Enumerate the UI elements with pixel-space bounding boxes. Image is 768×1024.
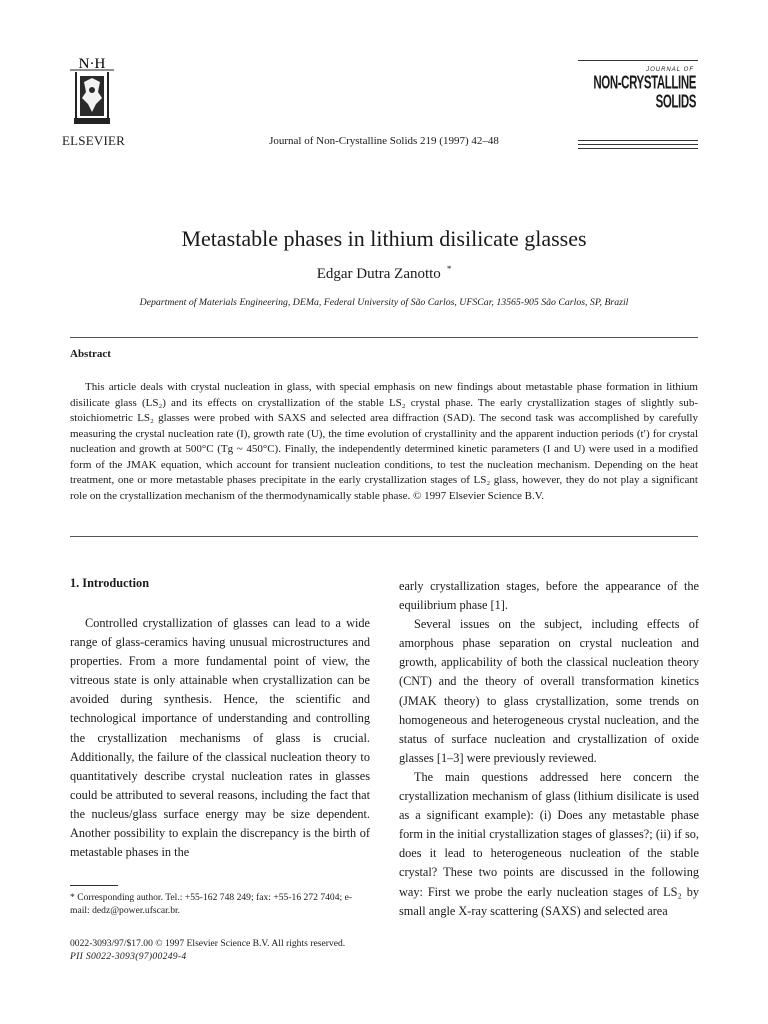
journal-logo-top-text: JOURNAL OF <box>646 67 694 73</box>
journal-logo <box>578 60 698 113</box>
article-title: Metastable phases in lithium disilicate glasses <box>181 226 587 251</box>
author-name: Edgar Dutra Zanotto <box>316 266 441 282</box>
body-paragraph: early crystallization stages, before the appearance of the equilibrium phase [1]. <box>399 579 699 613</box>
footnote-rule <box>70 885 118 886</box>
corresponding-author-footnote: * Corresponding author. Tel.: +55-162 748 249; fax: +55-16 272 7404; e-mail: dedz@power.ufscar.br. <box>70 892 353 916</box>
body-paragraph: Controlled crystallization of glasses can lead to a wide range of glass-ceramics having unusual microstructures and properties. From a more fundamental point of view, the vitreous state is only attainable when crystallization can be avoided during synthesis. Hence, the scientific and technological importance of understanding and controlling the crystallization mechanisms of glass is crucial. Additionally, the failure of the classical nucleation theory to quantitatively describe crystal nucleation rates in glasses could be attributed to several reasons, including the fact that the nucleus/glass surface energy may be size dependent. Another possibility to explain the discrepancy is the birth of metastable phases in the <box>70 616 370 860</box>
publisher-name: ELSEVIER <box>62 133 125 148</box>
body-paragraph: Several issues on the subject, including effects of amorphous phase separation on crystal nucleation and growth, applicability of both the classical nucleation theory (CNT) and the theory of overall transformation kinetics (JMAK theory) to glass crystallization, some trends on homogeneous and heterogeneous crystal nucleation, and the status of surface nucleation and crystallization of oxide glasses [1–3] were previously reviewed. <box>399 617 699 765</box>
section-heading: 1. Introduction <box>70 576 150 590</box>
publisher-logo-text: N·H <box>78 56 106 72</box>
divider-bottom <box>70 536 698 537</box>
pii-line: PII S0022-3093(97)00249-4 <box>70 951 187 962</box>
left-column <box>70 614 370 862</box>
author-line <box>0 264 768 283</box>
right-column <box>399 577 699 921</box>
divider-top <box>70 337 698 338</box>
abstract-heading: Abstract <box>70 348 111 360</box>
author-footnote-mark: * <box>446 264 452 274</box>
copyright-line: 0022-3093/97/$17.00 © 1997 Elsevier Science B.V. All rights reserved. <box>70 938 346 949</box>
author-affiliation: Department of Materials Engineering, DEMa, Federal University of São Carlos, UFSCar, 13565-905 São Carlos, SP, Brazil <box>139 297 629 308</box>
elsevier-logo-icon <box>62 52 122 132</box>
journal-logo-main-text: NON-CRYSTALLINE SOLIDS <box>593 74 696 113</box>
journal-logo-rules <box>578 140 698 149</box>
body-paragraph: The main questions addressed here concern the crystallization mechanism of glass (lithium disilicate is used as a significant example): (i) Does any metastable phase form in the initial crystallization stages of glasses?; (ii) if so, does it lead to heterogeneous nucleation of the stable crystal? These two points are discussed in the following way: First we probe the early nucleation stages of LS₂ by small angle X-ray scattering (SAXS) and selected area <box>399 769 699 918</box>
journal-citation: Journal of Non-Crystalline Solids 219 (1997) 42–48 <box>269 135 499 147</box>
abstract-text: This article deals with crystal nucleation in glass, with special emphasis on new findings about metastable phase formation in lithium disilicate glass (LS₂) and its effects on crystallization of the stable LS₂ crystal phase. The early crystallization stages of slightly sub-stoichiometric LS₂ glasses were probed with SAXS and selected area diffraction (SAD). The second task was accomplished by carefully measuring the crystal nucleation rate (I), growth rate (U), the time evolution of crystallinity and the apparent induction periods (t′) for crystal nucleation and growth at 500°C (Tg ~ 450°C). Finally, the independently determined kinetic parameters (I and U) were used in a modified form of the JMAK equation, which account for transient nucleation conditions, to test the nucleation mechanism. Depending on the heat treatment, one or more metastable phases precipitate in the early crystallization stages of LS₂ glass, however, they do not play a significant role on the crystallization mechanism of the thermodynamically stable phase. © 1997 Elsevier Science B.V. <box>70 381 698 502</box>
